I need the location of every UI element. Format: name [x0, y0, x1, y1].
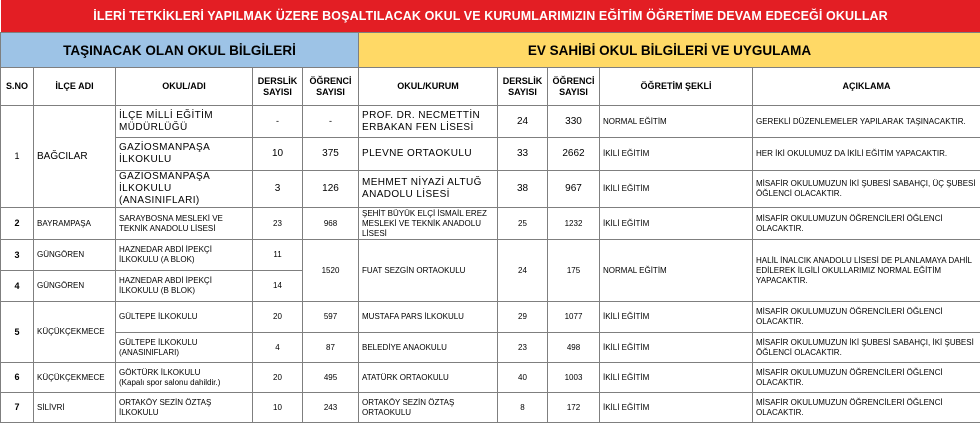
- cell-kurum: PLEVNE ORTAOKULU: [359, 138, 498, 171]
- cell-derslik2: 38: [498, 171, 548, 208]
- cell-kurum: PROF. DR. NECMETTİN ERBAKAN FEN LİSESİ: [359, 106, 498, 138]
- cell-derslik: 20: [253, 302, 303, 333]
- cell-ogrenci: 1520: [303, 240, 359, 302]
- cell-derslik: 10: [253, 138, 303, 171]
- cell-ogrenci2: 1077: [548, 302, 600, 333]
- cell-sekil: İKİLİ EĞİTİM: [600, 302, 753, 333]
- table-row: [1, 138, 980, 171]
- cell-okul: GAZİOSMANPAŞA İLKOKULU: [116, 138, 253, 171]
- cell-derslik: 11: [253, 240, 303, 271]
- cell-aciklama: MİSAFİR OKULUMUZUN ÖĞRENCİLERİ ÖĞLENCİ OLACAKTIR.: [753, 393, 980, 423]
- cell-ogrenci: 597: [303, 302, 359, 333]
- cell-derslik: 20: [253, 363, 303, 393]
- cell-aciklama: HALİL İNALCIK ANADOLU LİSESİ DE PLANLAMAYA DAHİL EDİLEREK İLGİLİ OKULLARIMIZ NORMAL EĞİTİM YAPACAKTIR.: [753, 240, 980, 302]
- cell-ogrenci2: 498: [548, 333, 600, 363]
- cell-ilce: BAYRAMPAŞA: [34, 208, 116, 240]
- cell-aciklama: MİSAFİR OKULUMUZUN ÖĞRENCİLERİ ÖĞLENCİ OLACAKTIR.: [753, 363, 980, 393]
- cell-sekil: NORMAL EĞİTİM: [600, 240, 753, 302]
- cell-ogrenci: 87: [303, 333, 359, 363]
- cell-ilce: KÜÇÜKÇEKMECE: [34, 302, 116, 363]
- cell-ilce: GÜNGÖREN: [34, 240, 116, 271]
- cell-derslik2: 25: [498, 208, 548, 240]
- cell-okul: HAZNEDAR ABDİ İPEKÇİ İLKOKULU (B BLOK): [116, 271, 253, 302]
- cell-derslik: -: [253, 106, 303, 138]
- header-derslik2: DERSLİK SAYISI: [498, 68, 548, 106]
- cell-ogrenci2: 2662: [548, 138, 600, 171]
- cell-derslik2: 40: [498, 363, 548, 393]
- cell-derslik: 3: [253, 171, 303, 208]
- cell-ogrenci: -: [303, 106, 359, 138]
- section-host-schools: EV SAHİBİ OKUL BİLGİLERİ VE UYGULAMA: [359, 33, 980, 68]
- cell-okul: HAZNEDAR ABDİ İPEKÇİ İLKOKULU (A BLOK): [116, 240, 253, 271]
- cell-aciklama: MİSAFİR OKULUMUZUN ÖĞRENCİLERİ ÖĞLENCİ OLACAKTIR.: [753, 302, 980, 333]
- cell-sno: 7: [1, 393, 34, 423]
- cell-kurum: ŞEHİT BÜYÜK ELÇİ İSMAİL EREZ MESLEKİ VE TEKNİK ANADOLU LİSESİ: [359, 208, 498, 240]
- header-derslik: DERSLİK SAYISI: [253, 68, 303, 106]
- table-row: [1, 363, 980, 393]
- cell-sekil: İKİLİ EĞİTİM: [600, 208, 753, 240]
- cell-ilce: SİLİVRİ: [34, 393, 116, 423]
- table-row: [1, 333, 980, 363]
- cell-derslik2: 24: [498, 240, 548, 302]
- cell-okul: İLÇE MİLLİ EĞİTİM MÜDÜRLÜĞÜ: [116, 106, 253, 138]
- cell-sno: 2: [1, 208, 34, 240]
- cell-okul: GÜLTEPE İLKOKULU (ANASINIFLARI): [116, 333, 253, 363]
- cell-kurum: MUSTAFA PARS İLKOKULU: [359, 302, 498, 333]
- table-row: [1, 171, 980, 208]
- cell-sekil: İKİLİ EĞİTİM: [600, 333, 753, 363]
- cell-kurum: ATATÜRK ORTAOKULU: [359, 363, 498, 393]
- cell-okul: ORTAKÖY SEZİN ÖZTAŞ İLKOKULU: [116, 393, 253, 423]
- cell-aciklama: GEREKLİ DÜZENLEMELER YAPILARAK TAŞINACAKTIR.: [753, 106, 980, 138]
- cell-sekil: İKİLİ EĞİTİM: [600, 138, 753, 171]
- cell-kurum: BELEDİYE ANAOKULU: [359, 333, 498, 363]
- cell-okul: GAZİOSMANPAŞA İLKOKULU (ANASINIFLARI): [116, 171, 253, 208]
- cell-derslik2: 8: [498, 393, 548, 423]
- header-okul: OKUL/ADI: [116, 68, 253, 106]
- cell-sekil: İKİLİ EĞİTİM: [600, 393, 753, 423]
- cell-ogrenci: 968: [303, 208, 359, 240]
- cell-ogrenci2: 967: [548, 171, 600, 208]
- header-ilce: İLÇE ADI: [34, 68, 116, 106]
- cell-derslik2: 33: [498, 138, 548, 171]
- table-row: [1, 302, 980, 333]
- cell-ogrenci: 243: [303, 393, 359, 423]
- table-row: [1, 240, 980, 271]
- section-moving-schools: TAŞINACAK OLAN OKUL BİLGİLERİ: [1, 33, 359, 68]
- cell-sno: 6: [1, 363, 34, 393]
- cell-kurum: FUAT SEZGİN ORTAOKULU: [359, 240, 498, 302]
- column-headers: [1, 68, 980, 106]
- header-kurum: OKUL/KURUM: [359, 68, 498, 106]
- cell-ogrenci2: 172: [548, 393, 600, 423]
- cell-sno: 1: [1, 106, 34, 208]
- cell-aciklama: MİSAFİR OKULUMUZUN İKİ ŞUBESİ SABAHÇI, İKİ ŞUBESİ ÖĞLENCİ OLACAKTIR.: [753, 333, 980, 363]
- table-row: [1, 208, 980, 240]
- cell-derslik2: 24: [498, 106, 548, 138]
- cell-sno: 5: [1, 302, 34, 363]
- cell-sno: 3: [1, 240, 34, 271]
- cell-ogrenci2: 330: [548, 106, 600, 138]
- cell-okul: SARAYBOSNA MESLEKİ VE TEKNİK ANADOLU LİSESİ: [116, 208, 253, 240]
- cell-ogrenci: 375: [303, 138, 359, 171]
- cell-okul-line2: (Kapalı spor salonu dahildir.): [119, 377, 221, 387]
- cell-sekil: İKİLİ EĞİTİM: [600, 171, 753, 208]
- cell-sekil: İKİLİ EĞİTİM: [600, 363, 753, 393]
- cell-derslik: 10: [253, 393, 303, 423]
- cell-derslik: 23: [253, 208, 303, 240]
- cell-okul-line1: GÖKTÜRK İLKOKULU: [119, 367, 201, 377]
- header-sekil: ÖĞRETİM ŞEKLİ: [600, 68, 753, 106]
- cell-ilce: KÜÇÜKÇEKMECE: [34, 363, 116, 393]
- cell-derslik: 4: [253, 333, 303, 363]
- cell-ogrenci: 126: [303, 171, 359, 208]
- cell-ilce: GÜNGÖREN: [34, 271, 116, 302]
- cell-derslik2: 29: [498, 302, 548, 333]
- document-title: İLERİ TETKİKLERİ YAPILMAK ÜZERE BOŞALTILACAK OKUL VE KURUMLARIMIZIN EĞİTİM ÖĞRETİME DEVAM EDECEĞİ OKULLAR: [1, 0, 980, 33]
- header-aciklama: AÇIKLAMA: [753, 68, 980, 106]
- cell-ogrenci2: 175: [548, 240, 600, 302]
- cell-ogrenci: 495: [303, 363, 359, 393]
- cell-aciklama: MİSAFİR OKULUMUZUN ÖĞRENCİLERİ ÖĞLENCİ OLACAKTIR.: [753, 208, 980, 240]
- cell-derslik2: 23: [498, 333, 548, 363]
- cell-okul: [116, 363, 253, 393]
- cell-kurum: ORTAKÖY SEZİN ÖZTAŞ ORTAOKULU: [359, 393, 498, 423]
- cell-derslik: 14: [253, 271, 303, 302]
- cell-kurum: MEHMET NİYAZİ ALTUĞ ANADOLU LİSESİ: [359, 171, 498, 208]
- table-row: [1, 106, 980, 138]
- table-row: [1, 393, 980, 423]
- header-ogrenci2: ÖĞRENCİ SAYISI: [548, 68, 600, 106]
- cell-sekil: NORMAL EĞİTİM: [600, 106, 753, 138]
- cell-sno: 4: [1, 271, 34, 302]
- cell-aciklama: HER İKİ OKULUMUZ DA İKİLİ EĞİTİM YAPACAKTIR.: [753, 138, 980, 171]
- cell-okul: GÜLTEPE İLKOKULU: [116, 302, 253, 333]
- header-sno: S.NO: [1, 68, 34, 106]
- cell-ilce: BAĞCILAR: [34, 106, 116, 208]
- cell-ogrenci2: 1232: [548, 208, 600, 240]
- cell-aciklama: MİSAFİR OKULUMUZUN İKİ ŞUBESİ SABAHÇI, ÜÇ ŞUBESİ ÖĞLENCİ OLACAKTIR.: [753, 171, 980, 208]
- cell-ogrenci2: 1003: [548, 363, 600, 393]
- header-ogrenci: ÖĞRENCİ SAYISI: [303, 68, 359, 106]
